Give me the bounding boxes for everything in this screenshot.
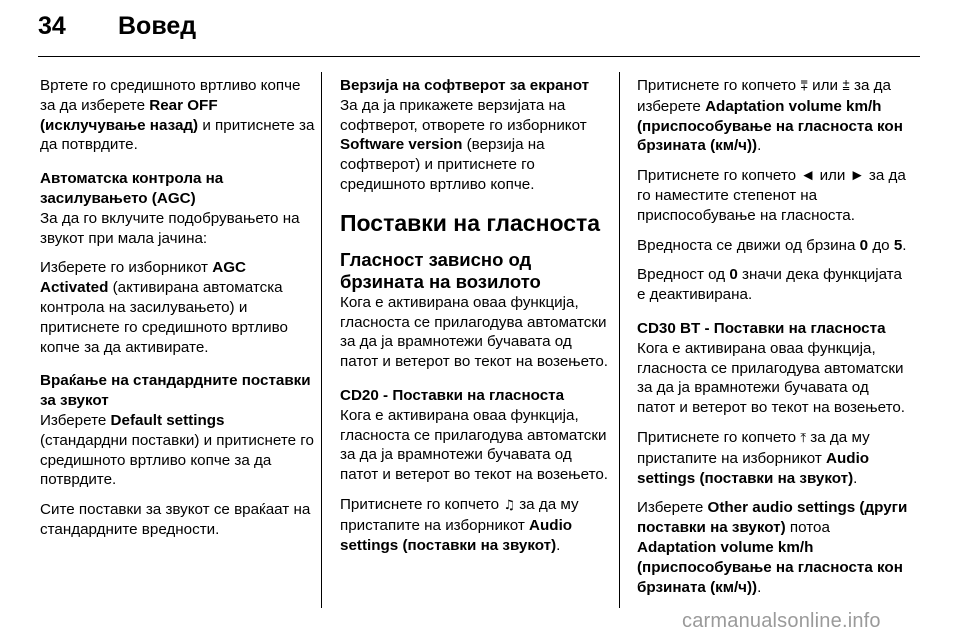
column-2 [340, 76, 610, 565]
column-divider-1 [321, 72, 322, 608]
music-note-icon: ♫ [503, 497, 515, 513]
page-header [0, 0, 960, 60]
paragraph: Кога е активирана оваа функција, гласноста се прилагодува автоматски за да ја врамнотежи бучавата од патот и ветерот во текот на возењето. [340, 406, 609, 484]
tone-settings-icon: ⤒ [800, 430, 807, 446]
column-3 [637, 76, 909, 607]
subheading-reset: Враќање на стандардните поставки за звукот [40, 372, 311, 410]
paragraph: Притиснете го копчето ⩱ или ⩲ за да изберете Adaptation volume km/h (приспособување на гласноста кон брзината (км/ч)). [637, 77, 903, 155]
subheading-agc: Автоматска контрола на засилувањето (AGC) [40, 170, 224, 207]
paragraph: Притиснете го копчето ◄ или ► за да го наместите степенот на приспособување на гласноста. [637, 167, 906, 224]
column-divider-2 [619, 72, 620, 608]
paragraph: За да го вклучите подобрувањето на звукот при мала јачина: [40, 209, 300, 247]
subheading-cd30: CD30 BT - Поставки на гласноста [637, 319, 886, 337]
page-number: 34 [38, 12, 66, 40]
header-rule [38, 56, 920, 57]
paragraph: Изберете Other audio settings (други поставки на звукот) потоа Adaptation volume km/h (приспособување на гласноста кон брзината (км/ч)). [637, 499, 908, 596]
section-title: Вовед [118, 12, 197, 40]
down-arrow-icon: ⩲ [842, 79, 850, 94]
watermark: carmanualsonline.info [682, 610, 881, 632]
paragraph: Сите поставки за звукот се враќаат на стандардните вредности. [40, 501, 311, 538]
paragraph: Притиснете го копчето ♫ за да му пристапите на изборникот Audio settings (поставки на звукот). [340, 495, 579, 554]
paragraph: Вртете го средишното вртливо копче за да изберете Rear OFF (исклучување назад) и притиснете за да потврдите. [40, 77, 315, 154]
subheading-version: Верзија на софтверот за екранот [340, 77, 590, 94]
subheading-cd20: CD20 - Поставки на гласноста [340, 386, 565, 404]
paragraph: За да ја прикажете верзијата на софтверот, отворете го изборникот Software version (верзија на софтверот) и притиснете го средишното вртливо копче. [340, 96, 587, 193]
paragraph: Вредност од 0 значи дека функцијата е деактивирана. [637, 266, 902, 304]
paragraph: Кога е активирана оваа функција, гласноста се прилагодува автоматски за да ја врамнотежи бучавата од патот и ветерот во текот на возењето. [340, 293, 609, 371]
paragraph: Притиснете го копчето ⤒ за да му пристапите на изборникот Audio settings (поставки на звукот). [637, 428, 870, 487]
paragraph: Вредноста се движи од брзина 0 до 5. [637, 236, 907, 254]
heading-speed-volume: Гласност зависно од брзината на возилото [340, 248, 541, 292]
column-1 [40, 76, 315, 550]
heading-volume-settings: Поставки на гласноста [340, 209, 601, 236]
paragraph: Кога е активирана оваа функција, гласноста се прилагодува автоматски за да ја врамнотежи бучавата од патот и ветерот во текот на возењето. [637, 339, 906, 417]
up-arrow-icon: ⩱ [800, 79, 808, 94]
paragraph: Изберете Default settings (стандардни поставки) и притиснете го средишното вртливо копче за да потврдите. [40, 411, 314, 489]
paragraph: Изберете го изборникот AGC Activated (активирана автоматска контрола на засилувањето) и притиснете го средишното вртливо копче за да активирате. [40, 259, 288, 356]
